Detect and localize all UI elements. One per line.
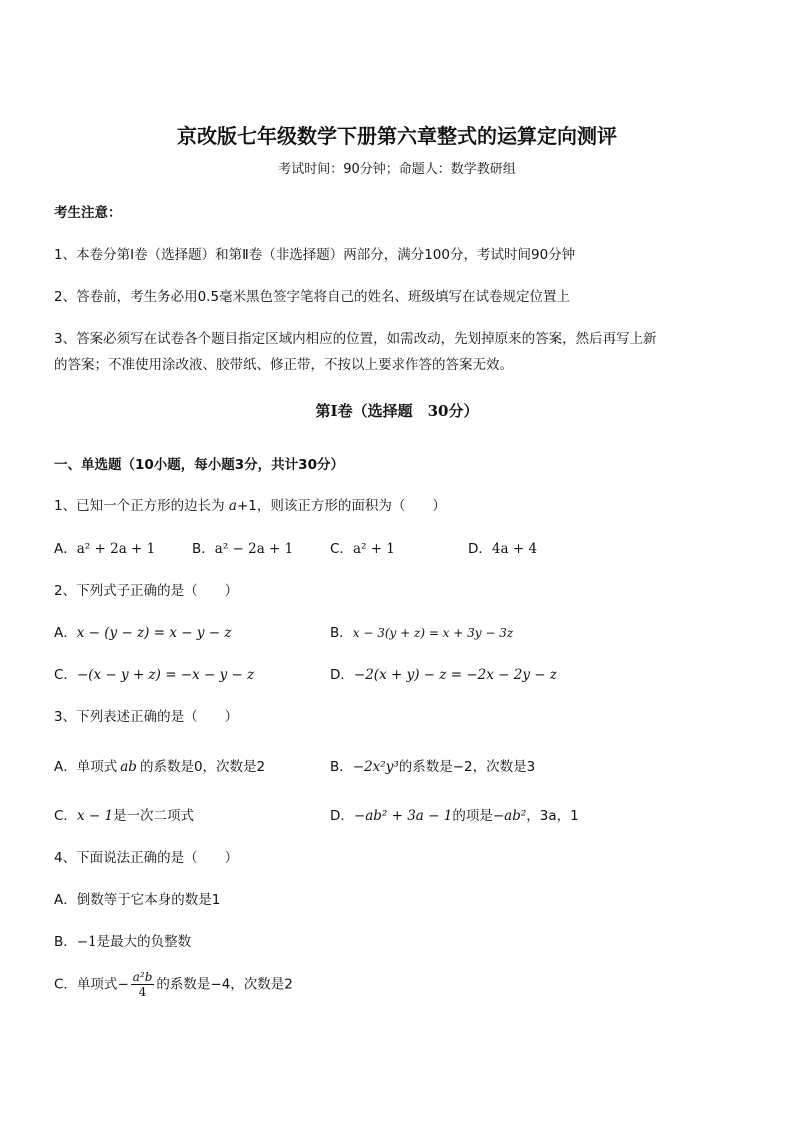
- question-3-stem: 3、下列表述正确的是（ ）: [54, 709, 239, 725]
- q3-option-c: C．x − 1是一次二项式: [54, 808, 195, 824]
- question-4-stem: 4、下面说法正确的是（ ）: [54, 850, 239, 866]
- q3-option-d: D．−ab² + 3a − 1的项是−ab²，3a，1: [330, 808, 579, 824]
- q4-option-b: B．−1是最大的负整数: [54, 934, 192, 950]
- fraction: $\frac{\text{a²b}}{4}$: [132, 970, 153, 999]
- section-title: 第Ⅰ卷（选择题 30分）: [315, 402, 479, 420]
- q1-option-d: D．4a + 4: [468, 541, 538, 557]
- q2-option-c: C．−(x − y + z) = −x − y − z: [54, 667, 255, 683]
- notice-item-1: 1、本卷分第Ⅰ卷（选择题）和第Ⅱ卷（非选择题）两部分，满分100分，考试时间90分钟: [54, 247, 576, 263]
- q3-option-a: A．单项式 ab 的系数是0，次数是2: [54, 759, 266, 775]
- q2-option-a: A．x − (y − z) = x − y − z: [54, 625, 232, 641]
- q1-option-a: A．a² + 2a + 1: [54, 541, 156, 557]
- notice-item-2: 2、答卷前，考生务必用0.5毫米黑色签字笔将自己的姓名、班级填写在试卷规定位置上: [54, 289, 571, 305]
- q1-option-c: C．a² + 1: [330, 541, 395, 557]
- part-heading: 一、单选题（10小题，每小题3分，共计30分）: [54, 457, 344, 473]
- question-1-stem: 1、已知一个正方形的边长为 a+1，则该正方形的面积为（ ）: [54, 498, 446, 514]
- notice-item-3: 3、答案必须写在试卷各个题目指定区域内相应的位置，如需改动，先划掉原来的答案，然后再写上新: [54, 331, 657, 347]
- question-2-stem: 2、下列式子正确的是（ ）: [54, 583, 239, 599]
- q2-option-d: D．−2(x + y) − z = −2x − 2y − z: [330, 667, 558, 683]
- page-title: 京改版七年级数学下册第六章整式的运算定向测评: [177, 124, 617, 148]
- q3-option-b: B．−2x²y³的系数是−2，次数是3: [330, 759, 536, 775]
- exam-info: 考试时间：90分钟；命题人：数学教研组: [278, 162, 516, 177]
- notice-item-3-cont: 的答案；不准使用涂改液、胶带纸、修正带，不按以上要求作答的答案无效。: [54, 357, 513, 373]
- q4-option-a: A．倒数等于它本身的数是1: [54, 892, 221, 908]
- q2-option-b: B．x − 3(y + z) = x + 3y − 3z: [330, 625, 514, 641]
- q4-option-c: C．单项式− $\frac{\text{a²b}}{4}$ 的系数是−4，次数是2: [54, 970, 293, 999]
- notice-heading: 考生注意：: [54, 205, 122, 221]
- math-expr: a: [228, 498, 237, 514]
- q1-option-b: B．a² − 2a + 1: [192, 541, 294, 557]
